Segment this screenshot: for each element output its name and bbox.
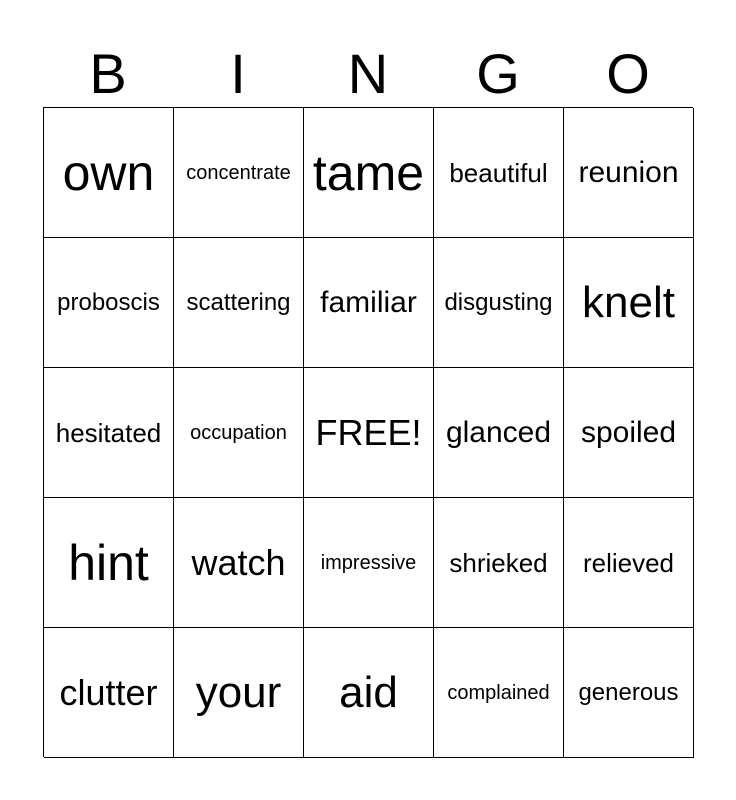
bingo-cell[interactable]: aid [304,628,434,758]
bingo-cell[interactable]: hesitated [44,368,174,498]
bingo-cell[interactable]: reunion [564,108,694,238]
bingo-cell[interactable]: disgusting [434,238,564,368]
header-letter-i: I [230,42,246,105]
bingo-cell[interactable]: familiar [304,238,434,368]
bingo-cell[interactable]: tame [304,108,434,238]
bingo-cell[interactable]: hint [44,498,174,628]
bingo-cell[interactable]: concentrate [174,108,304,238]
bingo-board [43,107,693,757]
bingo-cell[interactable]: beautiful [434,108,564,238]
bingo-cell[interactable]: scattering [174,238,304,368]
bingo-cell[interactable]: proboscis [44,238,174,368]
bingo-cell[interactable]: watch [174,498,304,628]
bingo-cell[interactable]: complained [434,628,564,758]
bingo-cell[interactable]: spoiled [564,368,694,498]
bingo-header [43,40,693,108]
bingo-cell[interactable]: shrieked [434,498,564,628]
header-letter-n: N [347,42,389,105]
bingo-cell[interactable]: impressive [304,498,434,628]
bingo-cell[interactable]: own [44,108,174,238]
bingo-cell[interactable]: relieved [564,498,694,628]
bingo-cell[interactable]: knelt [564,238,694,368]
bingo-cell[interactable]: glanced [434,368,564,498]
header-letter-b: B [89,42,127,105]
bingo-cell[interactable]: clutter [44,628,174,758]
header-letter-o: O [606,42,650,105]
bingo-cell[interactable]: your [174,628,304,758]
bingo-cell[interactable]: generous [564,628,694,758]
bingo-cell[interactable]: occupation [174,368,304,498]
header-letter-g: G [476,42,520,105]
free-space-cell[interactable]: FREE! [304,368,434,498]
